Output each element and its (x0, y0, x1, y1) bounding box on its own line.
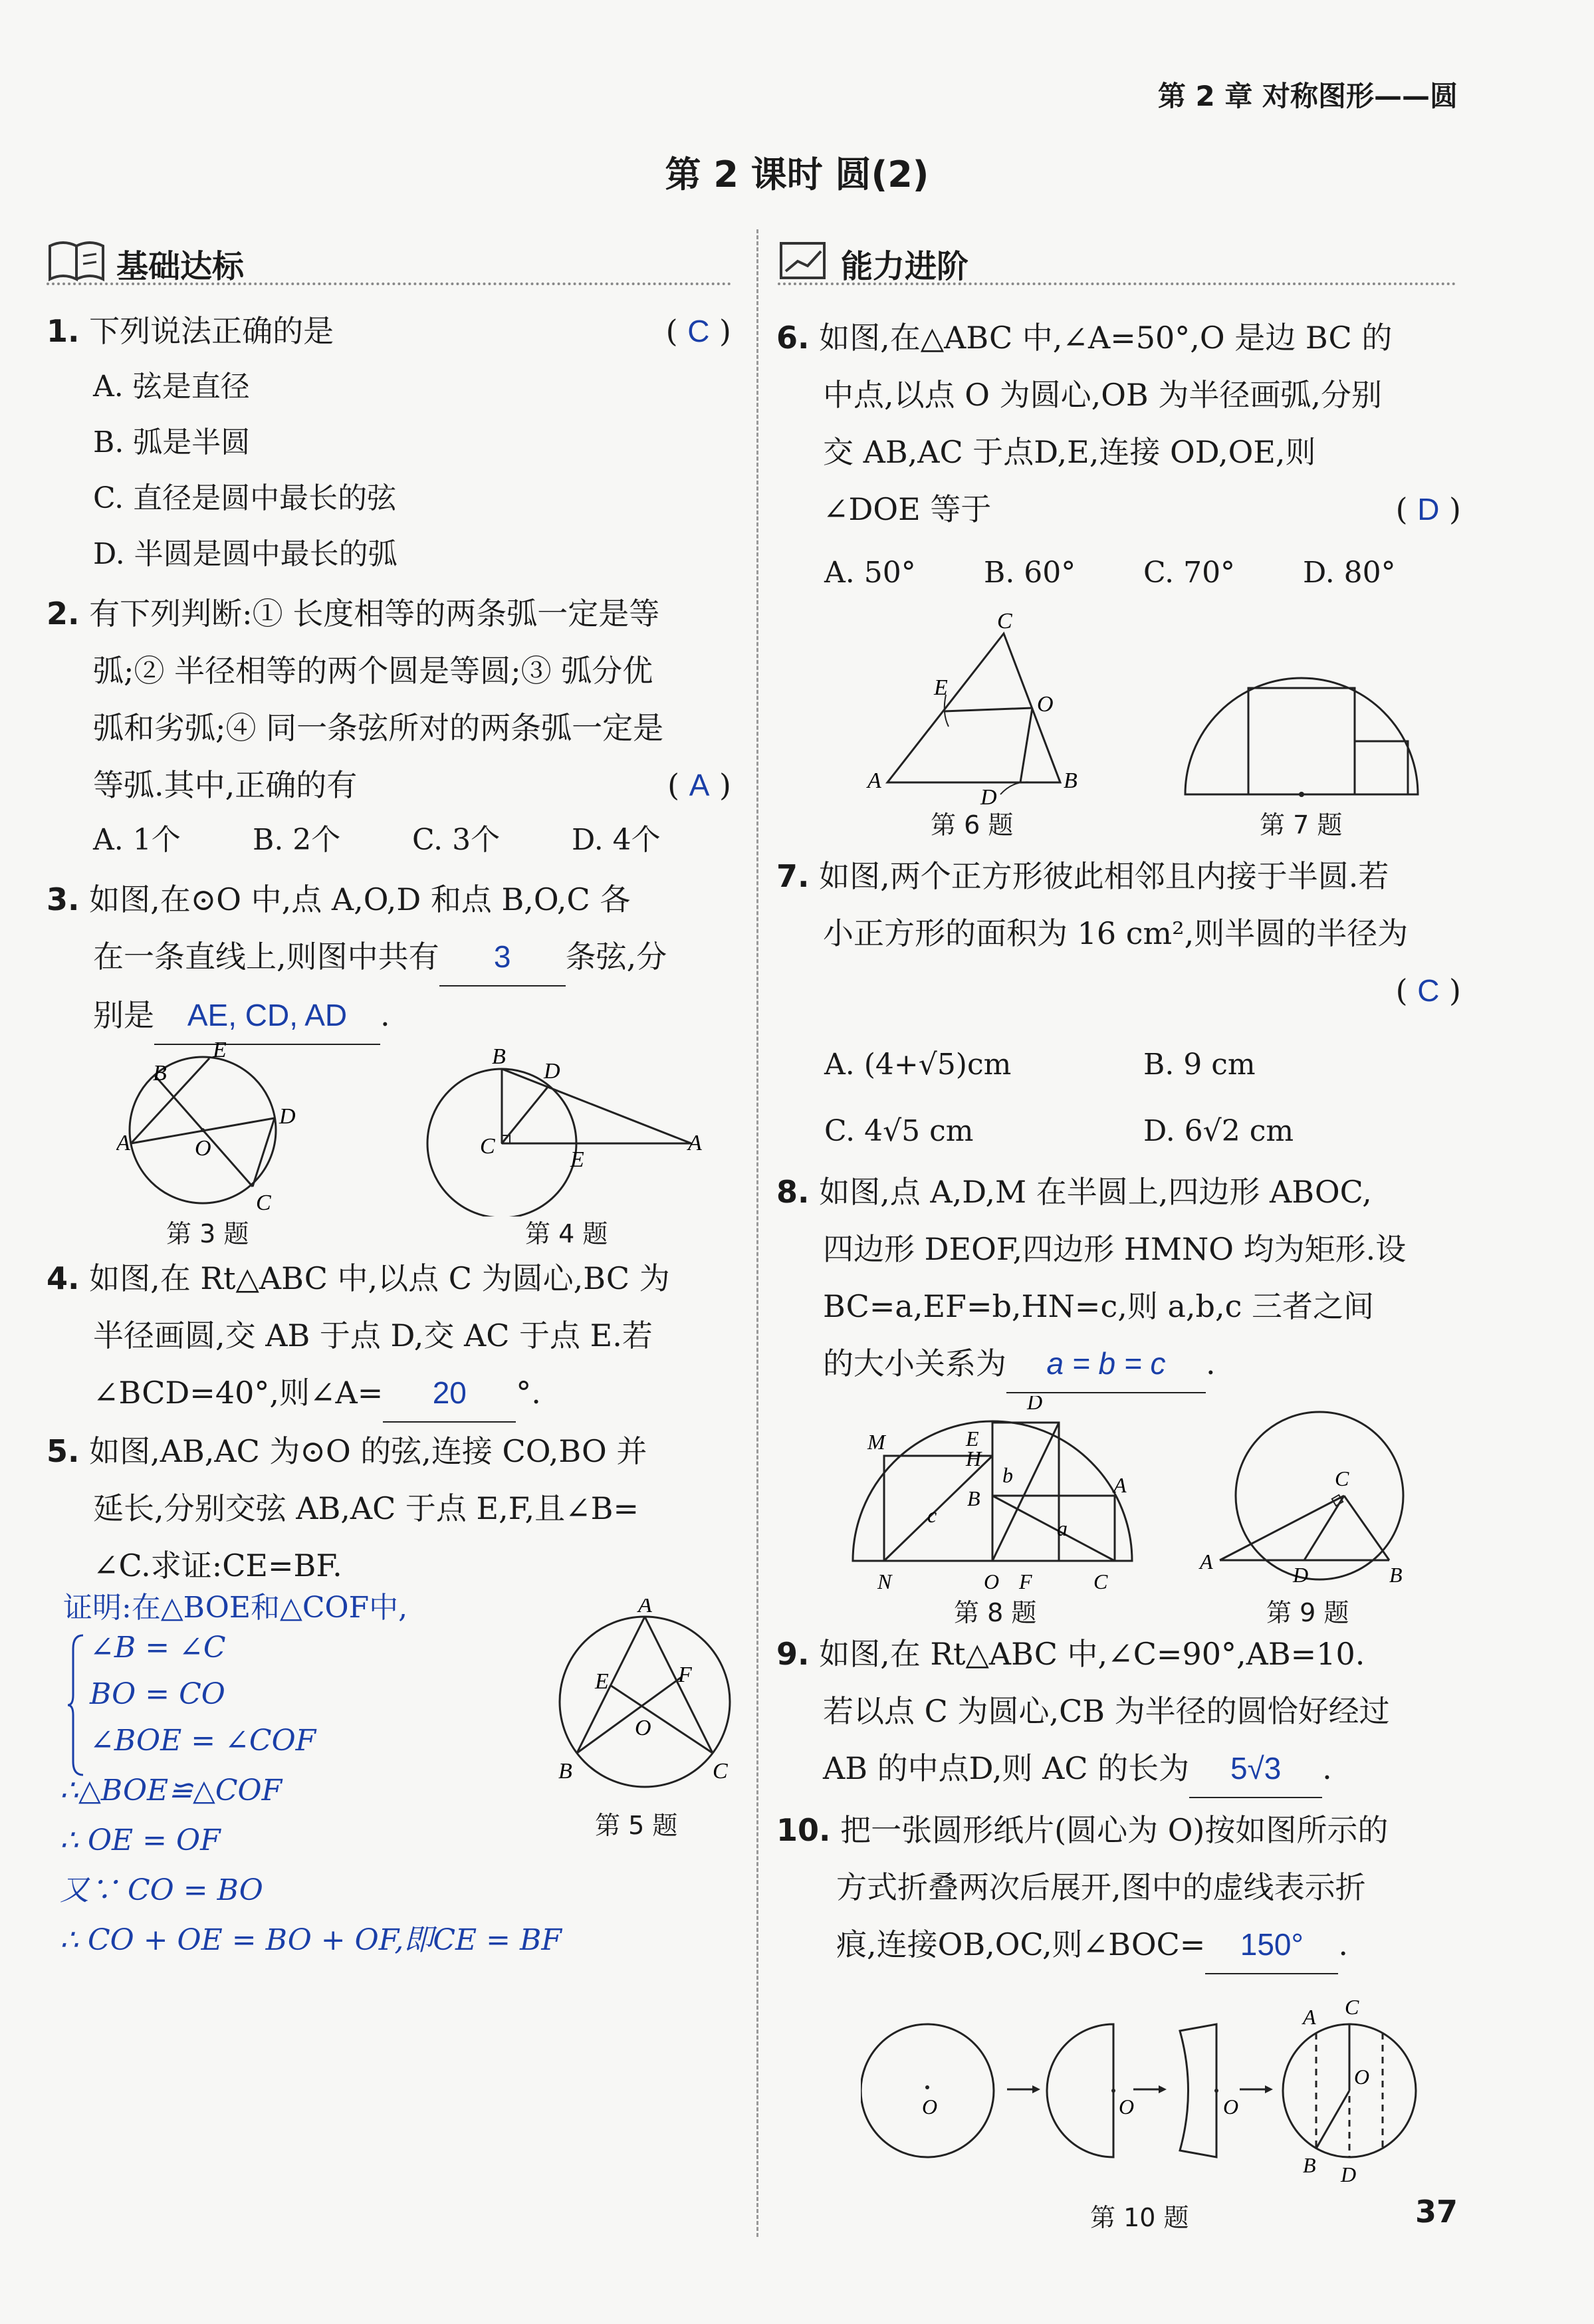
question-3: 3. 如图,在⊙O 中,点 A,O,D 和点 B,O,C 各 在一条直线上,则图中共有 3 条弦,分 别是 AE, CD, AD . (47, 871, 731, 1045)
svg-text:B: B (492, 1044, 506, 1069)
figure-3 (116, 1037, 302, 1226)
svg-text:D: D (1341, 2162, 1357, 2186)
proof-intro: 证明:在△BOE和△COF中, (63, 1591, 408, 1625)
svg-text:E: E (570, 1147, 584, 1172)
q3-answer-count: 3 (439, 928, 566, 987)
svg-text:B: B (153, 1061, 167, 1086)
figure-6 (861, 608, 1100, 810)
question-8: 8. 如图,点 A,D,M 在半圆上,四边形 ABOC, 四边形 DEOF,四边形 HMNO 均为矩形.设 BC=a,EF=b,HN=c,则 a,b,c 三者之间 的大小关系为 a = b = c . (776, 1163, 1461, 1393)
advanced-section-icon (778, 238, 831, 287)
figure-4 (425, 1044, 718, 1219)
svg-text:O: O (635, 1716, 651, 1740)
svg-text:B: B (1303, 2153, 1316, 2177)
svg-text:M: M (867, 1430, 885, 1454)
figure-7 (1180, 668, 1426, 804)
q3-answer-chords: AE, CD, AD (154, 987, 380, 1045)
svg-text:B: B (967, 1486, 980, 1510)
basic-section-title: 基础达标 (116, 248, 245, 285)
q1-number: 1. (47, 313, 80, 349)
question-9: 9. 如图,在 Rt△ABC 中,∠C=90°,AB=10. 若以点 C 为圆心,CB 为半径的圆恰好经过 AB 的中点D,则 AC 的长为 5√3 . (776, 1625, 1461, 1798)
figure-9-caption: 第 9 题 (1266, 1598, 1349, 1627)
svg-text:N: N (877, 1569, 892, 1593)
q4-answer: 20 (383, 1364, 516, 1423)
proof-line-3: 又∵ CO = BO (60, 1873, 263, 1907)
svg-text:B: B (1064, 768, 1078, 793)
advanced-section-divider (778, 283, 1456, 285)
figure-5 (552, 1599, 738, 1801)
proof-brace (66, 1632, 86, 1781)
page-number: 37 (1415, 2194, 1458, 2230)
q9-answer: 5√3 (1189, 1740, 1322, 1798)
q2-answer: A (689, 768, 710, 802)
svg-text:D: D (980, 785, 997, 808)
q6-option-d: D. 80° (1303, 556, 1396, 590)
figure-4-caption: 第 4 题 (525, 1219, 608, 1248)
svg-text:C: C (256, 1191, 271, 1215)
svg-text:O: O (1119, 2095, 1135, 2119)
q1-text: 下列说法正确的是 (89, 313, 334, 349)
q1-option-c: C. 直径是圆中最长的弦 (93, 481, 397, 515)
svg-text:O: O (195, 1136, 211, 1161)
q2-option-b: B. 2个 (253, 823, 341, 857)
q2-option-c: C. 3个 (412, 823, 501, 857)
svg-text:A: A (1200, 1550, 1213, 1573)
basic-section-icon (47, 236, 110, 289)
figure-9 (1196, 1406, 1423, 1598)
svg-text:A: A (867, 768, 881, 793)
svg-text:D: D (1027, 1396, 1043, 1414)
basic-section-divider (47, 283, 731, 285)
svg-text:E: E (213, 1038, 227, 1062)
svg-text:O: O (984, 1569, 1000, 1593)
svg-text:C: C (997, 609, 1012, 634)
figure-7-caption: 第 7 题 (1260, 810, 1343, 840)
q7-answer: C (1417, 973, 1440, 1008)
svg-text:O: O (922, 2095, 938, 2119)
figure-10 (861, 1994, 1446, 2190)
question-4: 4. 如图,在 Rt△ABC 中,以点 C 为圆心,BC 为 半径画圆,交 AB 于点 D,交 AC 于点 E.若 ∠BCD=40°,则∠A= 20 °. (47, 1250, 731, 1423)
svg-text:A: A (1113, 1473, 1127, 1497)
svg-text:F: F (1019, 1569, 1032, 1593)
svg-text:C: C (480, 1134, 495, 1159)
q1-option-d: D. 半圆是圆中最长的弧 (93, 537, 398, 571)
svg-text:c: c (927, 1503, 937, 1527)
figure-5-caption: 第 5 题 (595, 1811, 678, 1840)
proof-line-2: ∴ OE = OF (60, 1823, 221, 1857)
q8-answer: a = b = c (1006, 1335, 1206, 1393)
svg-text:a: a (1057, 1516, 1068, 1540)
question-2: 2. 有下列判断:① 长度相等的两条弧一定是等 弧;② 半径相等的两个圆是等圆;③ 弧分优 弧和劣弧;④ 同一条弦所对的两条弧一定是 等弧.其中,正确的有 ( A ) (47, 596, 731, 803)
question-5: 5. 如图,AB,AC 为⊙O 的弦,连接 CO,BO 并 延长,分别交弦 AB,AC 于点 E,F,且∠B= ∠C.求证:CE=BF. (47, 1433, 647, 1583)
figure-6-caption: 第 6 题 (931, 810, 1014, 840)
svg-text:H: H (966, 1447, 982, 1470)
column-divider (756, 229, 758, 2237)
svg-text:C: C (713, 1759, 728, 1784)
advanced-section-title: 能力进阶 (841, 248, 969, 285)
svg-text:C: C (1335, 1466, 1349, 1490)
svg-text:C: C (1093, 1569, 1108, 1593)
svg-text:A: A (688, 1131, 702, 1155)
proof-condition-1: ∠B = ∠C (90, 1631, 226, 1665)
svg-text:E: E (595, 1669, 609, 1694)
question-1: 1. 下列说法正确的是 ( C ) (47, 313, 731, 349)
svg-text:D: D (544, 1059, 560, 1084)
svg-text:B: B (558, 1759, 572, 1784)
q7-option-c: C. 4√5 cm (824, 1114, 974, 1148)
svg-text:A: A (638, 1599, 652, 1617)
q2-option-d: D. 4个 (572, 823, 661, 857)
svg-text:b: b (1002, 1463, 1013, 1487)
page-title: 第 2 课时 圆(2) (665, 154, 929, 195)
svg-text:O: O (1037, 692, 1054, 717)
q6-option-b: B. 60° (984, 556, 1076, 590)
svg-text:A: A (1303, 2005, 1316, 2029)
proof-condition-3: ∠BOE = ∠COF (90, 1724, 316, 1758)
svg-text:E: E (934, 675, 948, 700)
svg-text:C: C (1345, 1995, 1359, 2019)
q7-option-b: B. 9 cm (1143, 1048, 1256, 1082)
svg-text:O: O (1223, 2095, 1239, 2119)
svg-text:E: E (966, 1427, 979, 1451)
figure-8 (848, 1396, 1153, 1598)
q1-option-a: A. 弦是直径 (93, 370, 250, 404)
q1-option-b: B. 弧是半圆 (93, 425, 251, 459)
question-6: 6. 如图,在△ABC 中,∠A=50°,O 是边 BC 的 中点,以点 O 为圆心,OB 为半径画弧,分别 交 AB,AC 于点D,E,连接 OD,OE,则 ∠DOE 等于 ( D ) (776, 320, 1461, 527)
q7-option-a: A. (4+√5)cm (824, 1048, 1012, 1082)
figure-8-caption: 第 8 题 (954, 1598, 1037, 1627)
svg-text:F: F (678, 1663, 692, 1687)
question-7: 7. 如图,两个正方形彼此相邻且内接于半圆.若 小正方形的面积为 16 cm²,则半圆的半径为 ( C ) (776, 858, 1461, 1008)
q6-option-a: A. 50° (824, 556, 916, 590)
q6-option-c: C. 70° (1143, 556, 1236, 590)
q1-answer: C (687, 314, 710, 348)
figure-3-caption: 第 3 题 (166, 1219, 249, 1248)
question-10: 10. 把一张圆形纸片(圆心为 O)按如图所示的 方式折叠两次后展开,图中的虚线表示折 痕,连接OB,OC,则∠BOC= 150° . (776, 1801, 1461, 1974)
svg-text:O: O (1354, 2065, 1370, 2089)
svg-text:D: D (1293, 1563, 1309, 1587)
q10-answer: 150° (1205, 1916, 1338, 1974)
q6-answer: D (1417, 492, 1440, 526)
proof-condition-2: BO = CO (90, 1677, 225, 1711)
proof-line-1: ∴△BOE≌△COF (60, 1774, 283, 1807)
svg-text:A: A (116, 1131, 130, 1155)
svg-text:B: B (1389, 1563, 1403, 1587)
q7-option-d: D. 6√2 cm (1143, 1114, 1294, 1148)
svg-text:D: D (279, 1104, 296, 1129)
figure-10-caption: 第 10 题 (1090, 2203, 1189, 2232)
proof-line-4: ∴ CO + OE = BO + OF,即CE = BF (60, 1923, 562, 1957)
q2-option-a: A. 1个 (93, 823, 181, 857)
chapter-header: 第 2 章 对称图形——圆 (1157, 80, 1458, 112)
